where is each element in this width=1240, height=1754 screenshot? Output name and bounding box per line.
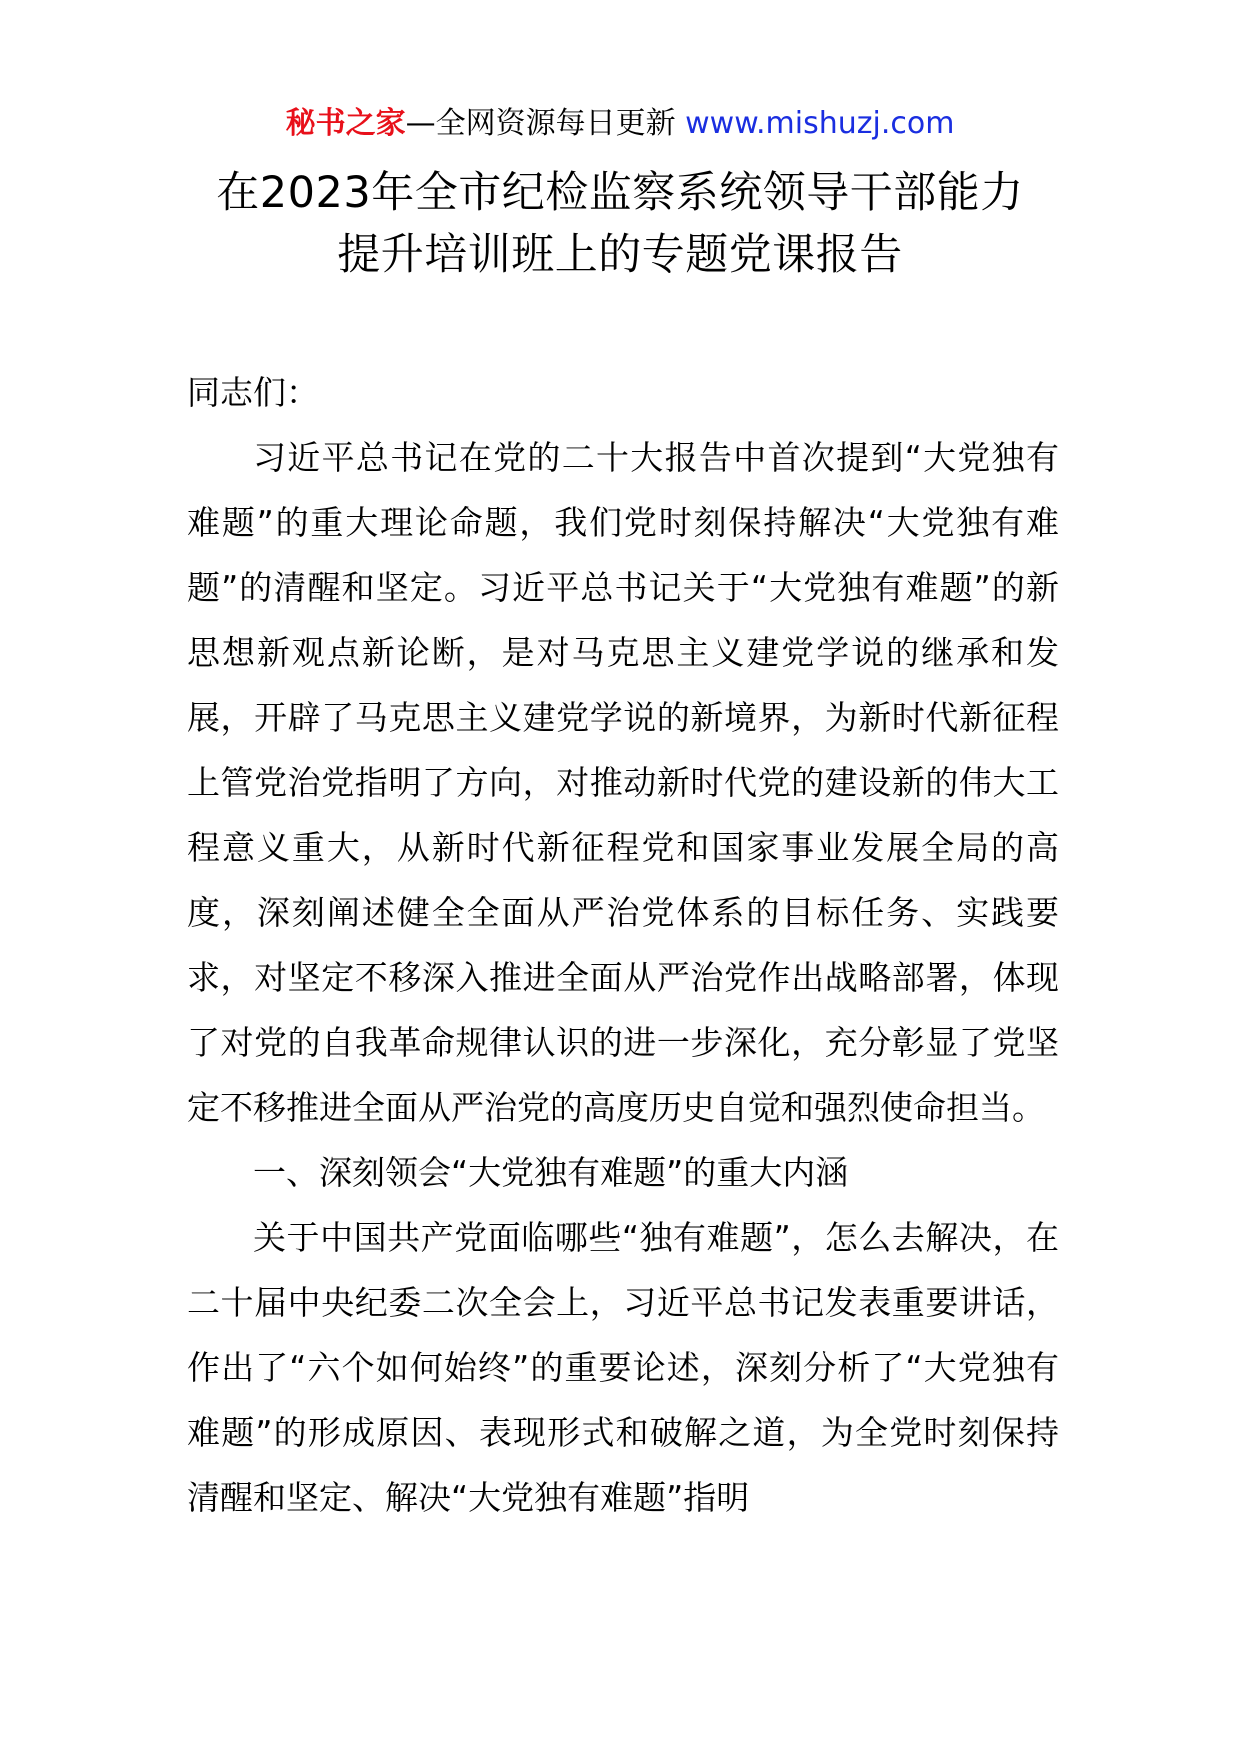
document-title (0, 162, 1240, 286)
site-url-link[interactable]: www.mishuzj.com (685, 106, 955, 141)
salutation: 同志们： (187, 373, 319, 412)
title-line-1: 在2023年全市纪检监察系统领导干部能力 (216, 168, 1024, 218)
site-header (0, 100, 1240, 148)
title-line-2: 提升培训班上的专题党课报告 (337, 230, 903, 280)
site-tagline: —全网资源每日更新 (405, 106, 686, 141)
site-brand: 秘书之家 (285, 106, 406, 141)
section-heading-1: 一、深刻领会“大党独有难题”的重大内涵 (253, 1153, 849, 1192)
paragraph-section-1: 关于中国共产党面临哪些“独有难题”，怎么去解决，在二十届中央纪委二次全会上，习近平总书记发表重要讲话，作出了“六个如何始终”的重要论述，深刻分析了“大党独有难题”的形成原因、表现形式和破解之道，为全党时刻保持清醒和坚定、解决“大党独有难题”指明 (187, 1218, 1059, 1517)
document-body (187, 360, 1059, 1530)
paragraph-intro: 习近平总书记在党的二十大报告中首次提到“大党独有难题”的重大理论命题，我们党时刻保持解决“大党独有难题”的清醒和坚定。习近平总书记关于“大党独有难题”的新思想新观点新论断，是对马克思主义建党学说的继承和发展，开辟了马克思主义建党学说的新境界，为新时代新征程上管党治党指明了方向，对推动新时代党的建设新的伟大工程意义重大，从新时代新征程党和国家事业发展全局的高度，深刻阐述健全全面从严治党体系的目标任务、实践要求，对坚定不移深入推进全面从严治党作出战略部署，体现了对党的自我革命规律认识的进一步深化，充分彰显了党坚定不移推进全面从严治党的高度历史自觉和强烈使命担当。 (187, 438, 1059, 1127)
